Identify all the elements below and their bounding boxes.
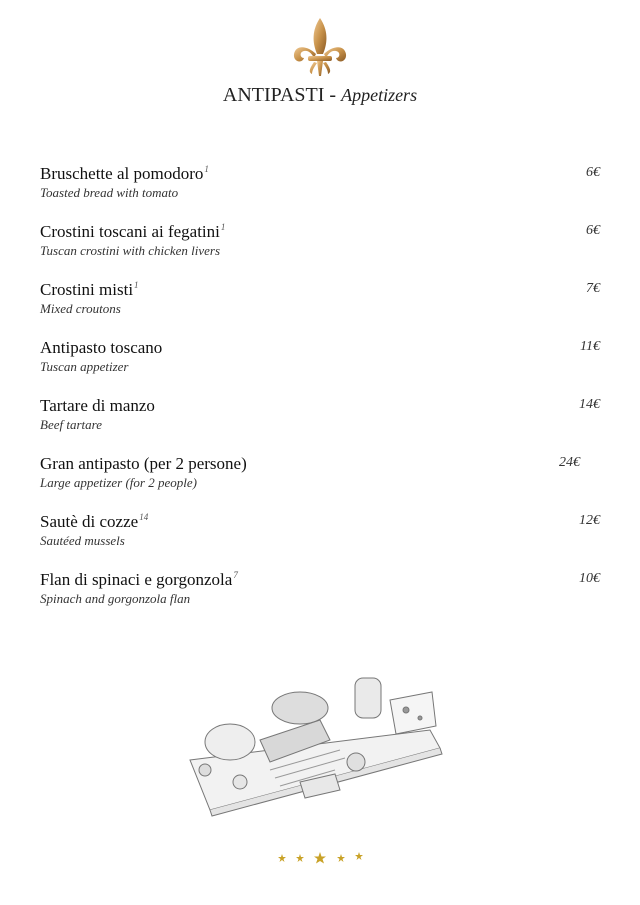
section-title	[0, 84, 640, 107]
item-name-text: Crostini toscani ai fegatini	[40, 222, 220, 241]
allergen-number: 14	[139, 512, 149, 522]
title-separator: -	[324, 84, 342, 106]
item-name	[40, 454, 248, 474]
menu-item	[40, 164, 600, 208]
item-name-text: Bruschette al pomodoro	[40, 164, 204, 183]
star-rating-icon	[270, 848, 370, 868]
item-name	[40, 570, 238, 590]
allergen-number: 1	[134, 280, 139, 290]
item-price: 6€	[586, 165, 600, 180]
allergen-number: 1	[220, 222, 226, 232]
item-price: 14€	[579, 397, 600, 412]
item-price: 11€	[580, 339, 600, 354]
star-icon	[314, 852, 326, 864]
item-name	[40, 512, 148, 532]
item-price: 12€	[579, 513, 600, 528]
item-name	[40, 164, 209, 184]
item-description: Beef tartare	[40, 417, 102, 432]
star-icon	[337, 854, 345, 862]
item-name	[40, 338, 163, 358]
item-name-text: Flan di spinaci e gorgonzola	[40, 570, 233, 589]
menu-item	[40, 570, 600, 614]
item-price: 6€	[586, 223, 600, 238]
item-description: Mixed croutons	[40, 301, 121, 316]
menu-item	[40, 512, 600, 556]
item-description: Toasted bread with tomato	[40, 185, 179, 200]
item-description: Tuscan appetizer	[40, 359, 129, 374]
item-description: Sautéed mussels	[40, 533, 125, 548]
item-description: Large appetizer (for 2 people)	[40, 475, 197, 490]
item-name-text: Crostini misti	[40, 280, 134, 299]
star-icon	[355, 852, 363, 860]
title-italian: ANTIPASTI	[222, 84, 325, 106]
item-description: Spinach and gorgonzola flan	[40, 591, 191, 606]
item-description: Tuscan crostini with chicken livers	[40, 243, 221, 258]
item-name-text: Tartare di manzo	[40, 396, 155, 415]
antipasto-board-illustration	[170, 670, 450, 820]
item-price: 10€	[579, 571, 600, 586]
allergen-number: 7	[233, 570, 238, 580]
allergen-number: 1	[204, 164, 209, 174]
item-name-text: Gran antipasto (per 2 persone)	[40, 454, 247, 473]
menu-item	[40, 454, 600, 498]
item-name	[40, 396, 156, 416]
star-icon	[296, 854, 304, 862]
item-price: 7€	[586, 281, 600, 296]
item-name-text: Sautè di cozze	[40, 512, 139, 531]
item-name-text: Antipasto toscano	[40, 338, 163, 357]
menu-item	[40, 396, 600, 440]
star-icon	[278, 854, 286, 862]
item-name	[40, 280, 139, 300]
fleur-de-lis-icon	[290, 16, 350, 78]
menu-item	[40, 222, 600, 266]
menu-item	[40, 338, 600, 382]
menu-item	[40, 280, 600, 324]
item-price: 24€	[559, 455, 580, 470]
title-english: Appetizers	[341, 85, 418, 105]
item-name	[40, 222, 225, 242]
